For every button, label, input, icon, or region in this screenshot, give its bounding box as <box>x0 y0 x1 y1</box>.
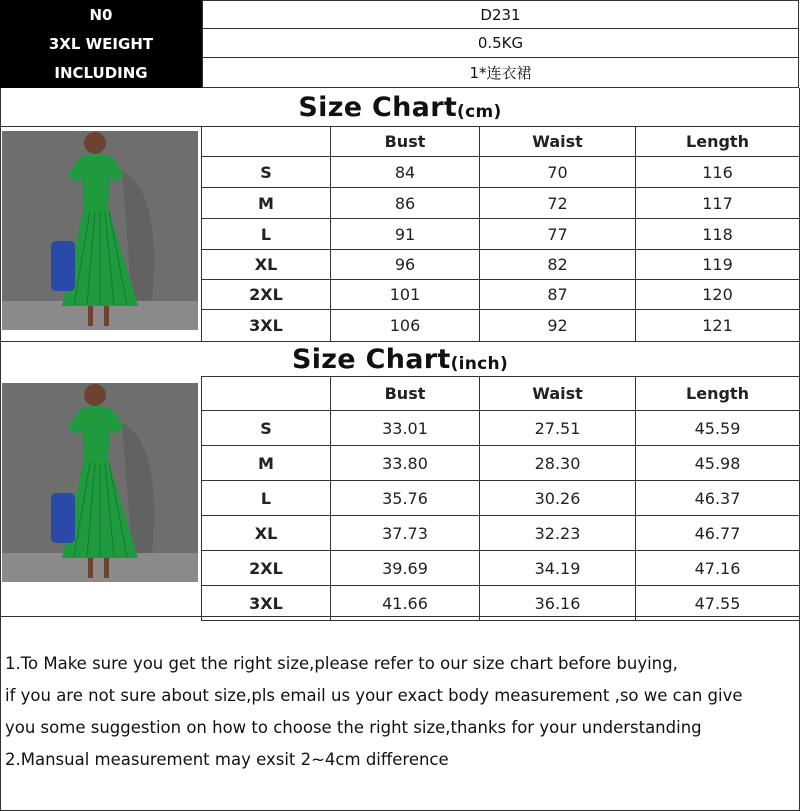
table-row <box>202 157 800 188</box>
waist-cell: 34.19 <box>480 551 636 586</box>
size-chart-cm-title <box>0 88 800 126</box>
size-cell: 2XL <box>202 280 331 310</box>
note-line: if you are not sure about size,pls email us your exact body measurement ,so we can give <box>5 686 743 705</box>
length-cell: 120 <box>636 280 800 310</box>
col-header-length: Length <box>636 377 800 411</box>
waist-cell: 77 <box>480 219 636 250</box>
length-cell: 116 <box>636 157 800 188</box>
size-table-cm <box>201 126 800 342</box>
waist-cell: 36.16 <box>480 586 636 621</box>
note-line: 2.Mansual measurement may exsit 2~4cm difference <box>5 750 449 769</box>
size-cell: S <box>202 411 331 446</box>
size-cell: 3XL <box>202 310 331 342</box>
size-chart-cm-title-text: Size Chart <box>298 91 458 123</box>
table-row <box>202 188 800 219</box>
size-chart-inch-title-text: Size Chart <box>291 343 451 375</box>
bust-cell: 35.76 <box>331 481 480 516</box>
divider <box>0 616 800 617</box>
size-cell: L <box>202 481 331 516</box>
header-label-including: INCLUDING <box>0 58 202 88</box>
length-cell: 119 <box>636 250 800 280</box>
model-photo-image <box>2 383 198 582</box>
size-cell: S <box>202 157 331 188</box>
header-label-no: N0 <box>0 0 202 29</box>
waist-cell: 28.30 <box>480 446 636 481</box>
col-header-size <box>202 127 331 157</box>
size-cell: 2XL <box>202 551 331 586</box>
size-cell: M <box>202 446 331 481</box>
bust-cell: 33.80 <box>331 446 480 481</box>
table-row <box>202 310 800 342</box>
size-cell: 3XL <box>202 586 331 621</box>
col-header-bust: Bust <box>331 377 480 411</box>
waist-cell: 32.23 <box>480 516 636 551</box>
bust-cell: 37.73 <box>331 516 480 551</box>
col-header-waist: Waist <box>480 127 636 157</box>
bust-cell: 106 <box>331 310 480 342</box>
table-row <box>202 250 800 280</box>
length-cell: 117 <box>636 188 800 219</box>
waist-cell: 87 <box>480 280 636 310</box>
col-header-bust: Bust <box>331 127 480 157</box>
table-row <box>202 481 800 516</box>
model-photo-image <box>2 131 198 330</box>
bust-cell: 86 <box>331 188 480 219</box>
header-value-including: 1*连衣裙 <box>202 57 799 88</box>
note-line: you some suggestion on how to choose the right size,thanks for your understanding <box>5 718 702 737</box>
length-cell: 46.77 <box>636 516 800 551</box>
length-cell: 118 <box>636 219 800 250</box>
header-label-weight: 3XL WEIGHT <box>0 29 202 58</box>
waist-cell: 70 <box>480 157 636 188</box>
table-row <box>202 446 800 481</box>
bust-cell: 33.01 <box>331 411 480 446</box>
table-row <box>202 280 800 310</box>
length-cell: 47.55 <box>636 586 800 621</box>
length-cell: 121 <box>636 310 800 342</box>
bust-cell: 101 <box>331 280 480 310</box>
bust-cell: 39.69 <box>331 551 480 586</box>
size-cell: XL <box>202 250 331 280</box>
col-header-length: Length <box>636 127 800 157</box>
bust-cell: 96 <box>331 250 480 280</box>
table-row <box>202 219 800 250</box>
table-header-row <box>202 377 800 411</box>
size-chart-inch-title <box>0 341 800 377</box>
length-cell: 47.16 <box>636 551 800 586</box>
size-cell: M <box>202 188 331 219</box>
table-row <box>202 551 800 586</box>
waist-cell: 72 <box>480 188 636 219</box>
waist-cell: 27.51 <box>480 411 636 446</box>
size-cell: L <box>202 219 331 250</box>
col-header-size <box>202 377 331 411</box>
size-cell: XL <box>202 516 331 551</box>
table-row <box>202 516 800 551</box>
waist-cell: 92 <box>480 310 636 342</box>
bust-cell: 91 <box>331 219 480 250</box>
product-photo-cm <box>2 131 198 330</box>
table-header-row <box>202 127 800 157</box>
note-line: 1.To Make sure you get the right size,please refer to our size chart before buying, <box>5 654 678 673</box>
notes-block <box>0 648 800 776</box>
length-cell: 45.59 <box>636 411 800 446</box>
bust-cell: 41.66 <box>331 586 480 621</box>
header-value-weight: 0.5KG <box>202 28 799 58</box>
col-header-waist: Waist <box>480 377 636 411</box>
header-value-no: D231 <box>202 0 799 29</box>
waist-cell: 30.26 <box>480 481 636 516</box>
product-photo-inch <box>2 383 198 582</box>
length-cell: 45.98 <box>636 446 800 481</box>
waist-cell: 82 <box>480 250 636 280</box>
length-cell: 46.37 <box>636 481 800 516</box>
size-chart-inch-unit: (inch) <box>450 354 509 374</box>
size-chart-cm-unit: (cm) <box>457 102 502 122</box>
table-row <box>202 411 800 446</box>
bust-cell: 84 <box>331 157 480 188</box>
size-table-inch <box>201 376 800 621</box>
